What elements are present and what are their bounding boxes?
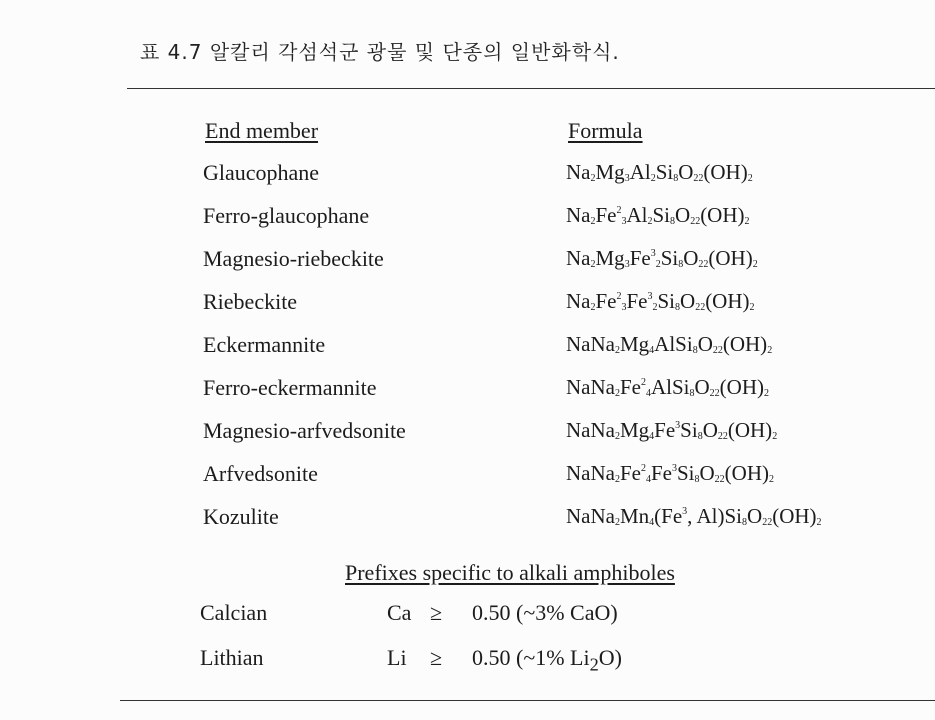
end-member-name: Kozulite [203,504,279,529]
chemical-formula: $Na_2Fe^2_3Al_2Si_8O_{22}(OH)_2$ [566,203,750,227]
chemical-formula: $Na_2Mg_3Al_2Si_8O_{22}(OH)_2$ [566,160,753,184]
prefix-relation: ≥ [430,600,443,625]
bottom-rule [120,700,935,701]
table-caption: 표 4.7 알칼리 각섬석군 광물 및 단종의 일반화학식. [140,40,620,64]
end-member-name: Glaucophane [203,160,320,185]
formula-header: Formula [568,118,643,143]
chemical-formula: $NaNa_2Mg_4AlSi_8O_{22}(OH)_2$ [566,332,773,356]
end-member-name: Magnesio-arfvedsonite [203,418,406,443]
end-member-name: Ferro-eckermannite [203,375,377,400]
chemical-formula: $Na_2Mg_3Fe^3_2Si_8O_{22}(OH)_2$ [566,246,758,270]
chemical-formula: $NaNa_2Fe^2_4AlSi_8O_{22}(OH)_2$ [566,375,769,399]
end-member-name: Ferro-glaucophane [203,203,370,228]
prefix-element: Li [387,645,407,670]
top-rule [127,88,935,89]
prefix-value: 0.50 (~1% $Li_2O$) [472,645,622,675]
end-member-header: End member [205,118,319,143]
chemical-formula: $Na_2Fe^2_3Fe^3_2Si_8O_{22}(OH)_2$ [566,289,755,313]
chemical-formula: $NaNa_2Mg_4Fe^3Si_8O_{22}(OH)_2$ [566,418,778,442]
chemical-formula: $NaNa_2Mn_4(Fe^3$, $Al)Si_8O_{22}(OH)_2$ [566,504,822,528]
end-member-name: Magnesio-riebeckite [203,246,384,271]
prefix-name: Lithian [200,645,264,670]
prefix-element: Ca [387,600,412,625]
end-member-name: Eckermannite [203,332,326,357]
end-member-name: Arfvedsonite [203,461,318,486]
prefix-name: Calcian [200,600,268,625]
end-member-name: Riebeckite [203,289,298,314]
prefixes-title: Prefixes specific to alkali amphiboles [345,560,675,585]
prefix-value: 0.50 (~3% CaO) [472,600,618,625]
prefix-relation: ≥ [430,645,443,670]
chemical-formula: $NaNa_2Fe^2_4Fe^3Si_8O_{22}(OH)_2$ [566,461,774,485]
